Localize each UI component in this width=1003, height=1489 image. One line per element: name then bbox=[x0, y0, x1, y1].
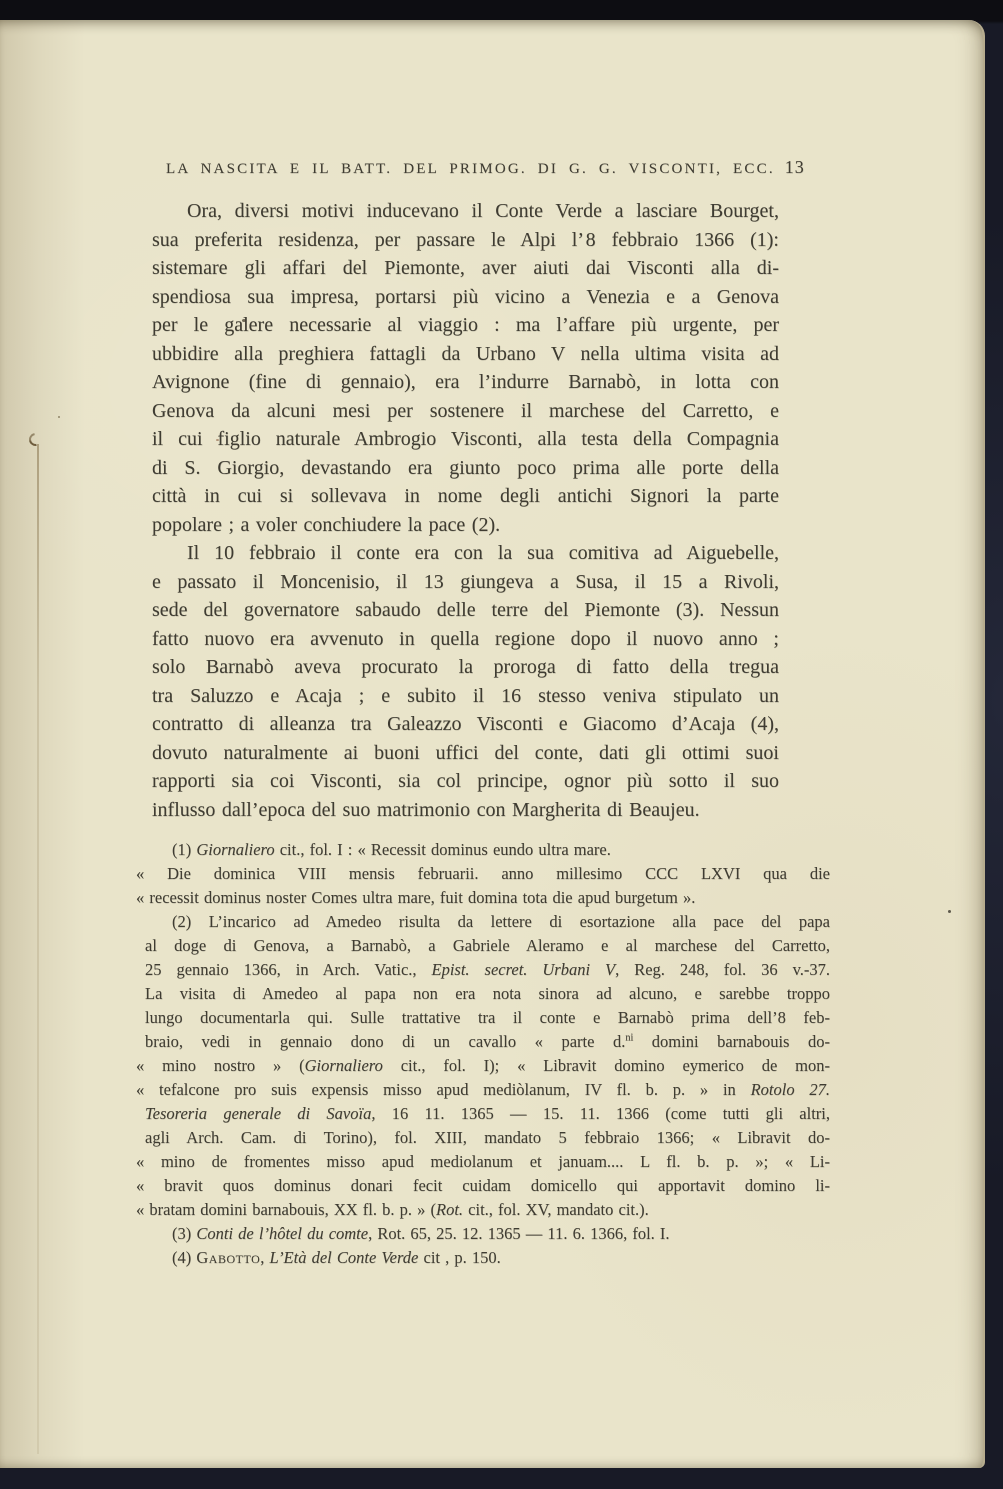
text-line: sede del governatore sabaudo delle terre del Piemonte (3). Nessun bbox=[152, 599, 779, 621]
text-line: fatto nuovo era avvenuto in quella regione dopo il nuovo anno ; bbox=[152, 627, 779, 650]
text-line: solo Barnabò aveva procurato la proroga di fatto della tregua bbox=[152, 656, 779, 678]
text-line: Avignone (fine di gennaio), era l’indurre Barnabò, in lotta con bbox=[152, 371, 779, 393]
footnote-3 bbox=[145, 1222, 830, 1246]
text-line: (1) Giornaliero cit., fol. I : « Recessit dominus eundo ultra mare. bbox=[172, 840, 611, 859]
page-number: 13 bbox=[784, 157, 805, 177]
text-line: al doge di Genova, a Barnabò, a Gabriele Aleramo e al marchese del Carretto, bbox=[145, 936, 830, 955]
text-line: tra Saluzzo e Acaja ; e subito il 16 stesso veniva stipulato un bbox=[152, 684, 779, 707]
running-title: LA NASCITA E IL BATT. DEL PRIMOG. DI G. G. VISCONTI, ECC. bbox=[166, 161, 775, 177]
text-line: « bratam domini barnabouis, XX fl. b. p. » (Rot. cit., fol. XV, mandato cit.). bbox=[136, 1200, 649, 1219]
text-line: per le galere necessarie al viaggio : ma l’affare più urgente, per bbox=[152, 314, 779, 336]
binding-crease bbox=[37, 444, 39, 1454]
text-line: Ora, diversi motivi inducevano il Conte Verde a lasciare Bourget, bbox=[187, 200, 779, 222]
text-line: contratto di alleanza tra Galeazzo Visconti e Giacomo d’Acaja (4), bbox=[152, 713, 779, 735]
text-line: agli Arch. Cam. di Torino), fol. XIII, mandato 5 febbraio 1366; « Libravit do- bbox=[145, 1128, 830, 1147]
footnotes-section bbox=[136, 838, 831, 1270]
text-line: popolare ; a voler conchiudere la pace (2). bbox=[152, 513, 501, 536]
text-line: lungo documentarla qui. Sulle trattative tra il conte e Barnabò prima dell’8 feb- bbox=[145, 1008, 830, 1027]
paragraph-2 bbox=[152, 539, 779, 824]
text-line: Tesoreria generale di Savoïa, 16 11. 1365 — 15. 11. 1366 (come tutti gli altri, bbox=[145, 1104, 831, 1123]
text-line: « tefalcone pro suis expensis misso apud mediòlanum, IV fl. b. p. » in Rotolo 27. bbox=[136, 1080, 831, 1099]
paragraph-1 bbox=[152, 197, 779, 539]
text-line: rapporti sia coi Visconti, sia col principe, ognor più sotto il suo bbox=[152, 770, 779, 792]
text-line: La visita di Amedeo al papa non era nota sinora ad alcuno, e sarebbe troppo bbox=[145, 984, 830, 1003]
text-line: sistemare gli affari del Piemonte, aver aiuti dai Visconti alla di- bbox=[152, 257, 779, 279]
text-line: « bravit quos dominus donari fecit cuidam domicello qui apportavit domino li- bbox=[136, 1176, 830, 1195]
book-page bbox=[0, 20, 985, 1468]
text-line: il cui figlio naturale Ambrogio Visconti, alla testa della Compagnia bbox=[152, 428, 779, 450]
page-content bbox=[136, 157, 852, 1270]
text-line: « mino nostro » (Giornaliero cit., fol. I); « Libravit domino eymerico de mon- bbox=[136, 1056, 830, 1075]
footnote-1 bbox=[136, 838, 830, 910]
text-line: Il 10 febbraio il conte era con la sua comitiva ad Aiguebelle, bbox=[187, 542, 779, 564]
text-line: (3) Conti de l’hôtel du comte, Rot. 65, 25. 12. 1365 — 11. 6. 1366, fol. I. bbox=[172, 1224, 670, 1243]
paper-speck bbox=[58, 416, 60, 418]
text-line: Genova da alcuni mesi per sostenere il marchese del Carretto, e bbox=[152, 399, 779, 422]
text-line: di S. Giorgio, devastando era giunto poco prima alle porte della bbox=[152, 456, 779, 479]
text-line: braio, vedi in gennaio dono di un cavallo « parte d.$^{ni}$ domini barnabouis do- bbox=[145, 1032, 830, 1051]
page-gutter-shade bbox=[0, 20, 85, 1468]
footnote-4 bbox=[145, 1246, 830, 1270]
text-line: sua preferita residenza, per passare le Alpi l’ 8 febbraio 1366 (1): bbox=[152, 228, 779, 251]
text-line: influsso dall’epoca del suo matrimonio con Margherita di Beaujeu. bbox=[152, 798, 700, 821]
text-line: « mino de fromentes misso apud mediolanum et januam.... L fl. b. p. »; « Li- bbox=[136, 1152, 830, 1171]
text-line: spendiosa sua impresa, portarsi più vicino a Venezia e a Genova bbox=[152, 285, 779, 308]
page-header bbox=[152, 157, 805, 183]
text-line: città in cui si sollevava in nome degli antichi Signori la parte bbox=[152, 485, 779, 507]
text-line: 25 gennaio 1366, in Arch. Vatic., Epist. secret. Urbani V, Reg. 248, fol. 36 v.-37. bbox=[145, 960, 830, 979]
text-line: « Die dominica VIII mensis februarii. anno millesimo CCC LXVI qua die bbox=[136, 864, 830, 883]
body-text bbox=[152, 197, 779, 824]
text-line: e passato il Moncenisio, il 13 giungeva a Susa, il 15 a Rivoli, bbox=[152, 570, 779, 593]
text-line: ubbidire alla preghiera fattagli da Urbano V nella ultima visita ad bbox=[152, 342, 779, 365]
text-line: (4) Gabotto, L’Età del Conte Verde cit , p. 150. bbox=[172, 1248, 501, 1267]
text-line: « recessit dominus noster Comes ultra mare, fuit domina tota die apud burgetum ». bbox=[136, 888, 696, 907]
binding-thread-mark bbox=[26, 430, 44, 448]
text-line: dovuto naturalmente ai buoni uffici del conte, dati gli ottimi suoi bbox=[152, 741, 779, 764]
text-line: (2) L’incarico ad Amedeo risulta da lettere di esortazione alla pace del papa bbox=[172, 912, 830, 931]
footnote-2 bbox=[136, 910, 831, 1222]
paper-speck bbox=[948, 910, 951, 913]
